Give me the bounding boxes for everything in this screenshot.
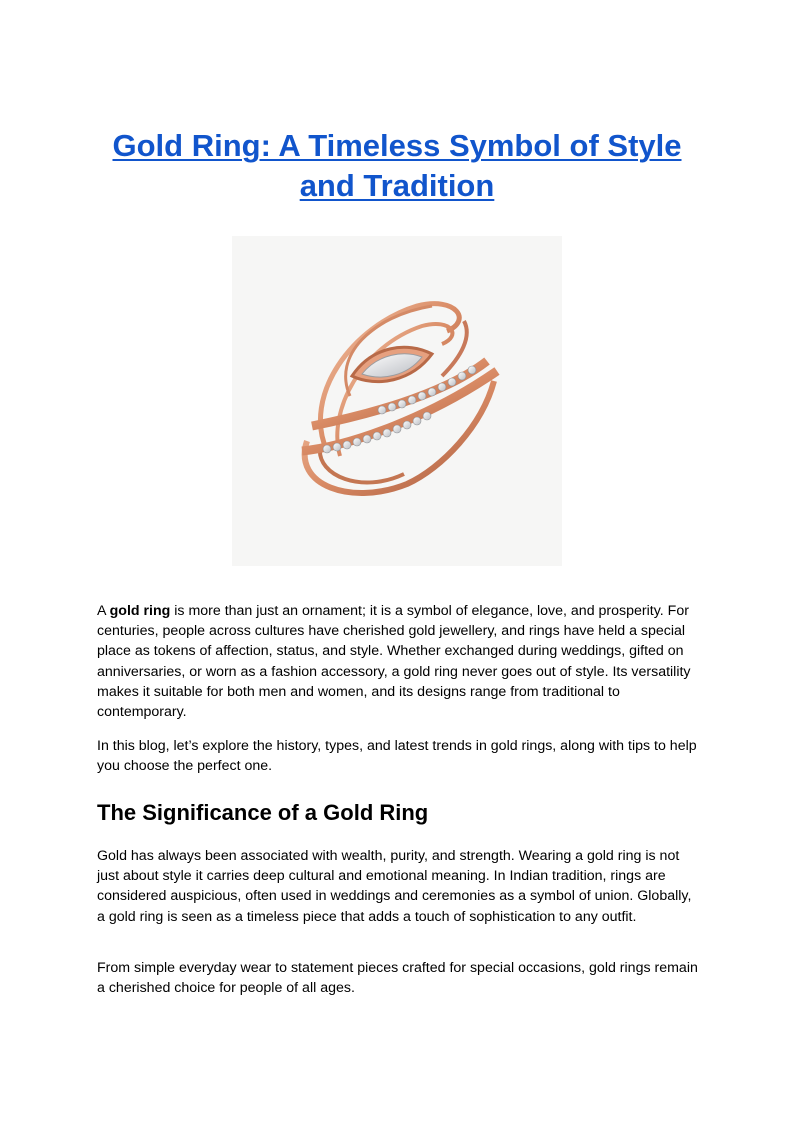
intro-bold-keyword: gold ring (109, 603, 171, 619)
section-paragraph-2: From simple everyday wear to statement pieces crafted for special occasions, gold rings remain a cherished choice for people of all ages. (97, 960, 698, 997)
intro-prefix: A (97, 603, 110, 619)
intro-rest: is more than just an ornament; it is a symbol of elegance, love, and prosperity. For centuries, people across cultures have cherished gold jewellery, and rings have held a special place as tokens of affection, status, and style. Whether exchanged during weddings, gifted on anniversaries, or worn as a fashion accessory, a gold ring never goes out of style. Its versatility makes it suitable for both men and women, and its designs range from traditional to contemporary. (97, 603, 691, 721)
ring-image (232, 236, 562, 566)
page-title (97, 126, 697, 206)
title-link[interactable]: Gold Ring: A Timeless Symbol of Style and Tradition (112, 128, 682, 203)
section-paragraph-1: Gold has always been associated with wealth, purity, and strength. Wearing a gold ring is not just about style it carries deep cultural and emotional meaning. In Indian tradition, rings are considered auspicious, often used in weddings and ceremonies as a symbol of union. Globally, a gold ring is seen as a timeless piece that adds a touch of sophistication to any outfit. (97, 848, 692, 925)
intro-paragraph-2: In this blog, let’s explore the history, types, and latest trends in gold rings, along with tips to help you choose the perfect one. (97, 738, 697, 775)
section-heading: The Significance of a Gold Ring (97, 800, 429, 825)
intro-paragraph (97, 601, 701, 722)
ring-illustration (232, 236, 562, 566)
